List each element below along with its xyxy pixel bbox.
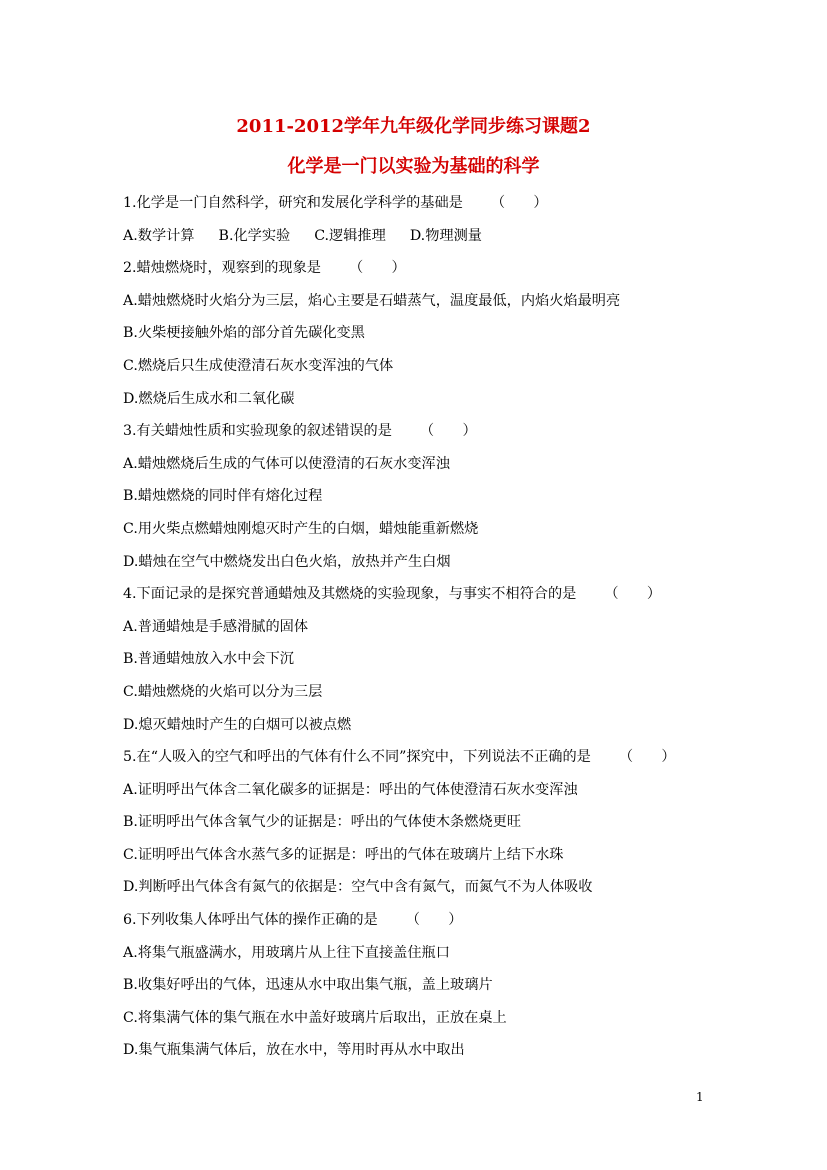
option-d: D.燃烧后生成水和二氧化碳 — [123, 390, 295, 407]
option-b: B.普通蜡烛放入水中会下沉 — [123, 651, 294, 668]
question-stem-text: 5.在“人吸入的空气和呼出的气体有什么不同”探究中，下列说法不正确的是 — [123, 749, 591, 766]
option-d: D.蜡烛在空气中燃烧发出白色火焰，放热并产生白烟 — [123, 553, 451, 570]
question-6-stem — [123, 907, 723, 940]
option-b: B.火柴梗接触外焰的部分首先碳化变黑 — [123, 325, 365, 342]
option-d: D.物理测量 — [409, 227, 482, 244]
question-list — [123, 190, 723, 1070]
answer-parenthesis: （ ） — [405, 912, 463, 929]
question-stem-text: 2.蜡烛燃烧时，观察到的现象是 — [123, 260, 321, 277]
question-stem-text: 6.下列收集人体呼出气体的操作正确的是 — [123, 912, 378, 929]
question-stem-text: 3.有关蜡烛性质和实验现象的叙述错误的是 — [123, 423, 392, 440]
option-b: B.化学实验 — [218, 227, 291, 244]
option-a: A.蜡烛燃烧时火焰分为三层，焰心主要是石蜡蒸气，温度最低，内焰火焰最明亮 — [123, 292, 621, 309]
option-d: D.集气瓶集满气体后，放在水中，等用时再从水中取出 — [123, 1042, 465, 1059]
answer-parenthesis: （ ） — [419, 423, 477, 440]
question-stem-text: 1.化学是一门自然科学，研究和发展化学科学的基础是 — [123, 195, 463, 211]
option-b: B.收集好呼出的气体，迅速从水中取出集气瓶，盖上玻璃片 — [123, 977, 493, 994]
option-b: B.证明呼出气体含氧气少的证据是：呼出的气体使木条燃烧更旺 — [123, 814, 522, 831]
option-a: A.蜡烛燃烧后生成的气体可以使澄清的石灰水变浑浊 — [123, 455, 450, 472]
question-1-options — [123, 223, 723, 256]
option-a: A.普通蜡烛是手感滑腻的固体 — [123, 618, 309, 635]
answer-parenthesis: （ ） — [604, 586, 662, 603]
option-c: C.用火柴点燃蜡烛刚熄灭时产生的白烟，蜡烛能重新燃烧 — [123, 520, 479, 537]
answer-parenthesis: （ ） — [348, 260, 406, 277]
option-a: A.证明呼出气体含二氧化碳多的证据是：呼出的气体使澄清石灰水变浑浊 — [123, 781, 578, 798]
option-c: C.将集满气体的集气瓶在水中盖好玻璃片后取出，正放在桌上 — [123, 1009, 507, 1026]
option-d: D.熄灭蜡烛时产生的白烟可以被点燃 — [123, 716, 352, 733]
question-stem-text: 4.下面记录的是探究普通蜡烛及其燃烧的实验现象，与事实不相符合的是 — [123, 586, 577, 603]
answer-parenthesis: （ ） — [618, 749, 676, 766]
answer-parenthesis: （ ） — [490, 195, 548, 211]
question-2-stem — [123, 255, 723, 288]
question-5-stem — [123, 744, 723, 777]
option-c: C.逻辑推理 — [314, 227, 386, 244]
option-c: C.燃烧后只生成使澄清石灰水变浑浊的气体 — [123, 357, 394, 374]
document-title: 2011-2012学年九年级化学同步练习课题2 — [236, 116, 591, 137]
option-a: A.将集气瓶盛满水，用玻璃片从上往下直接盖住瓶口 — [123, 944, 450, 961]
question-4-stem — [123, 581, 723, 614]
question-3-stem — [123, 418, 723, 451]
option-d: D.判断呼出气体含有氮气的依据是：空气中含有氮气，而氮气不为人体吸收 — [123, 879, 593, 896]
option-c: C.证明呼出气体含水蒸气多的证据是：呼出的气体在玻璃片上结下水珠 — [123, 846, 564, 863]
page-number: 1 — [696, 1090, 704, 1104]
document-subtitle: 化学是一门以实验为基础的科学 — [287, 156, 540, 177]
option-b: B.蜡烛燃烧的同时伴有熔化过程 — [123, 488, 323, 505]
option-a: A.数学计算 — [123, 227, 195, 244]
option-c: C.蜡烛燃烧的火焰可以分为三层 — [123, 683, 323, 700]
question-1-stem — [123, 190, 723, 223]
